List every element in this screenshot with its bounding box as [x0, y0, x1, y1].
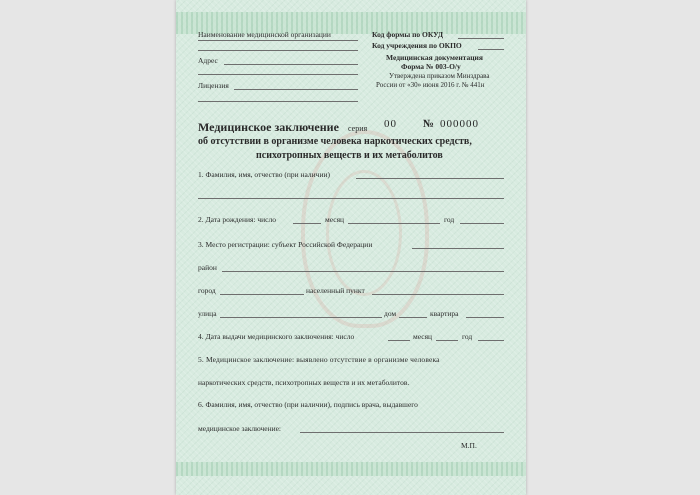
stamp-place-label: М.П. [461, 441, 477, 450]
apartment-label: квартира [430, 309, 459, 318]
org-name-line [198, 40, 358, 41]
okud-line [458, 38, 504, 39]
serie-value: 00 [384, 118, 397, 130]
house-line [399, 317, 427, 318]
address-line-2 [198, 74, 358, 75]
title-sub-1: об отсутствии в организме человека наркотических средств, [198, 136, 472, 147]
birth-month-label: месяц [325, 215, 345, 224]
district-line [222, 271, 504, 272]
settlement-line [372, 294, 504, 295]
okud-label: Код формы по ОКУД [372, 30, 444, 39]
birth-year-line [460, 223, 504, 224]
okpo-line [478, 49, 504, 50]
field-3-label: 3. Место регистрации: субъект Российской Федерации [198, 240, 373, 249]
license-line-2 [198, 101, 358, 102]
birth-day-line [293, 223, 321, 224]
issue-year-label: год [462, 332, 473, 341]
title-sub-2: психотропных веществ и их метаболитов [256, 150, 443, 161]
city-line [220, 294, 304, 295]
address-line [224, 64, 358, 65]
street-line [220, 317, 382, 318]
address-label: Адрес [198, 56, 218, 65]
number-value: 000000 [440, 118, 479, 130]
approved-2: России от «30» июня 2016 г. № 441н [376, 81, 485, 89]
license-line [234, 89, 358, 90]
approved-1: Утверждена приказом Минздрава [389, 72, 490, 80]
document-title: Медицинское заключение [198, 120, 339, 134]
license-label: Лицензия [198, 81, 229, 90]
house-label: дом [384, 309, 397, 318]
doc-type-2: Форма № 003-О/у [401, 62, 461, 71]
org-name-label: Наименование медицинской организации [198, 30, 331, 39]
doc-type-1: Медицинская документация [386, 53, 483, 62]
issue-month-line [436, 340, 458, 341]
street-label: улица [198, 309, 217, 318]
issue-day-line [388, 340, 410, 341]
birth-year-label: год [444, 215, 455, 224]
field-4-label: 4. Дата выдачи медицинского заключения: число [198, 332, 355, 341]
issue-month-label: месяц [413, 332, 433, 341]
field-6-text-1: 6. Фамилия, имя, отчество (при наличии), подпись врача, выдавшего [198, 400, 418, 409]
serie-label: серия [348, 124, 368, 133]
watermark-emblem-inner [326, 170, 402, 296]
field-6-text-2: медицинское заключение: [198, 424, 282, 433]
okpo-label: Код учреждения по ОКПО [372, 41, 462, 50]
issue-year-line [478, 340, 504, 341]
number-label: № [423, 118, 436, 130]
field-2-label: 2. Дата рождения: число [198, 215, 277, 224]
field-5-text-2: наркотических средств, психотропных веществ и их метаболитов. [198, 378, 410, 387]
doctor-signature-line [300, 432, 504, 433]
field-1-label: 1. Фамилия, имя, отчество (при наличии) [198, 170, 330, 179]
settlement-label: населенный пункт [306, 286, 365, 295]
field-5-text-1: 5. Медицинское заключение: выявлено отсутствие в организме человека [198, 355, 440, 364]
certificate-sheet [176, 0, 526, 495]
field-1-line [356, 178, 504, 179]
apartment-line [466, 317, 504, 318]
region-line [412, 248, 504, 249]
city-label: город [198, 286, 216, 295]
birth-month-line [348, 223, 440, 224]
field-1-line-2 [198, 198, 504, 199]
org-name-line-2 [198, 50, 358, 51]
bottom-ornament-band [176, 462, 526, 476]
district-label: район [198, 263, 217, 272]
